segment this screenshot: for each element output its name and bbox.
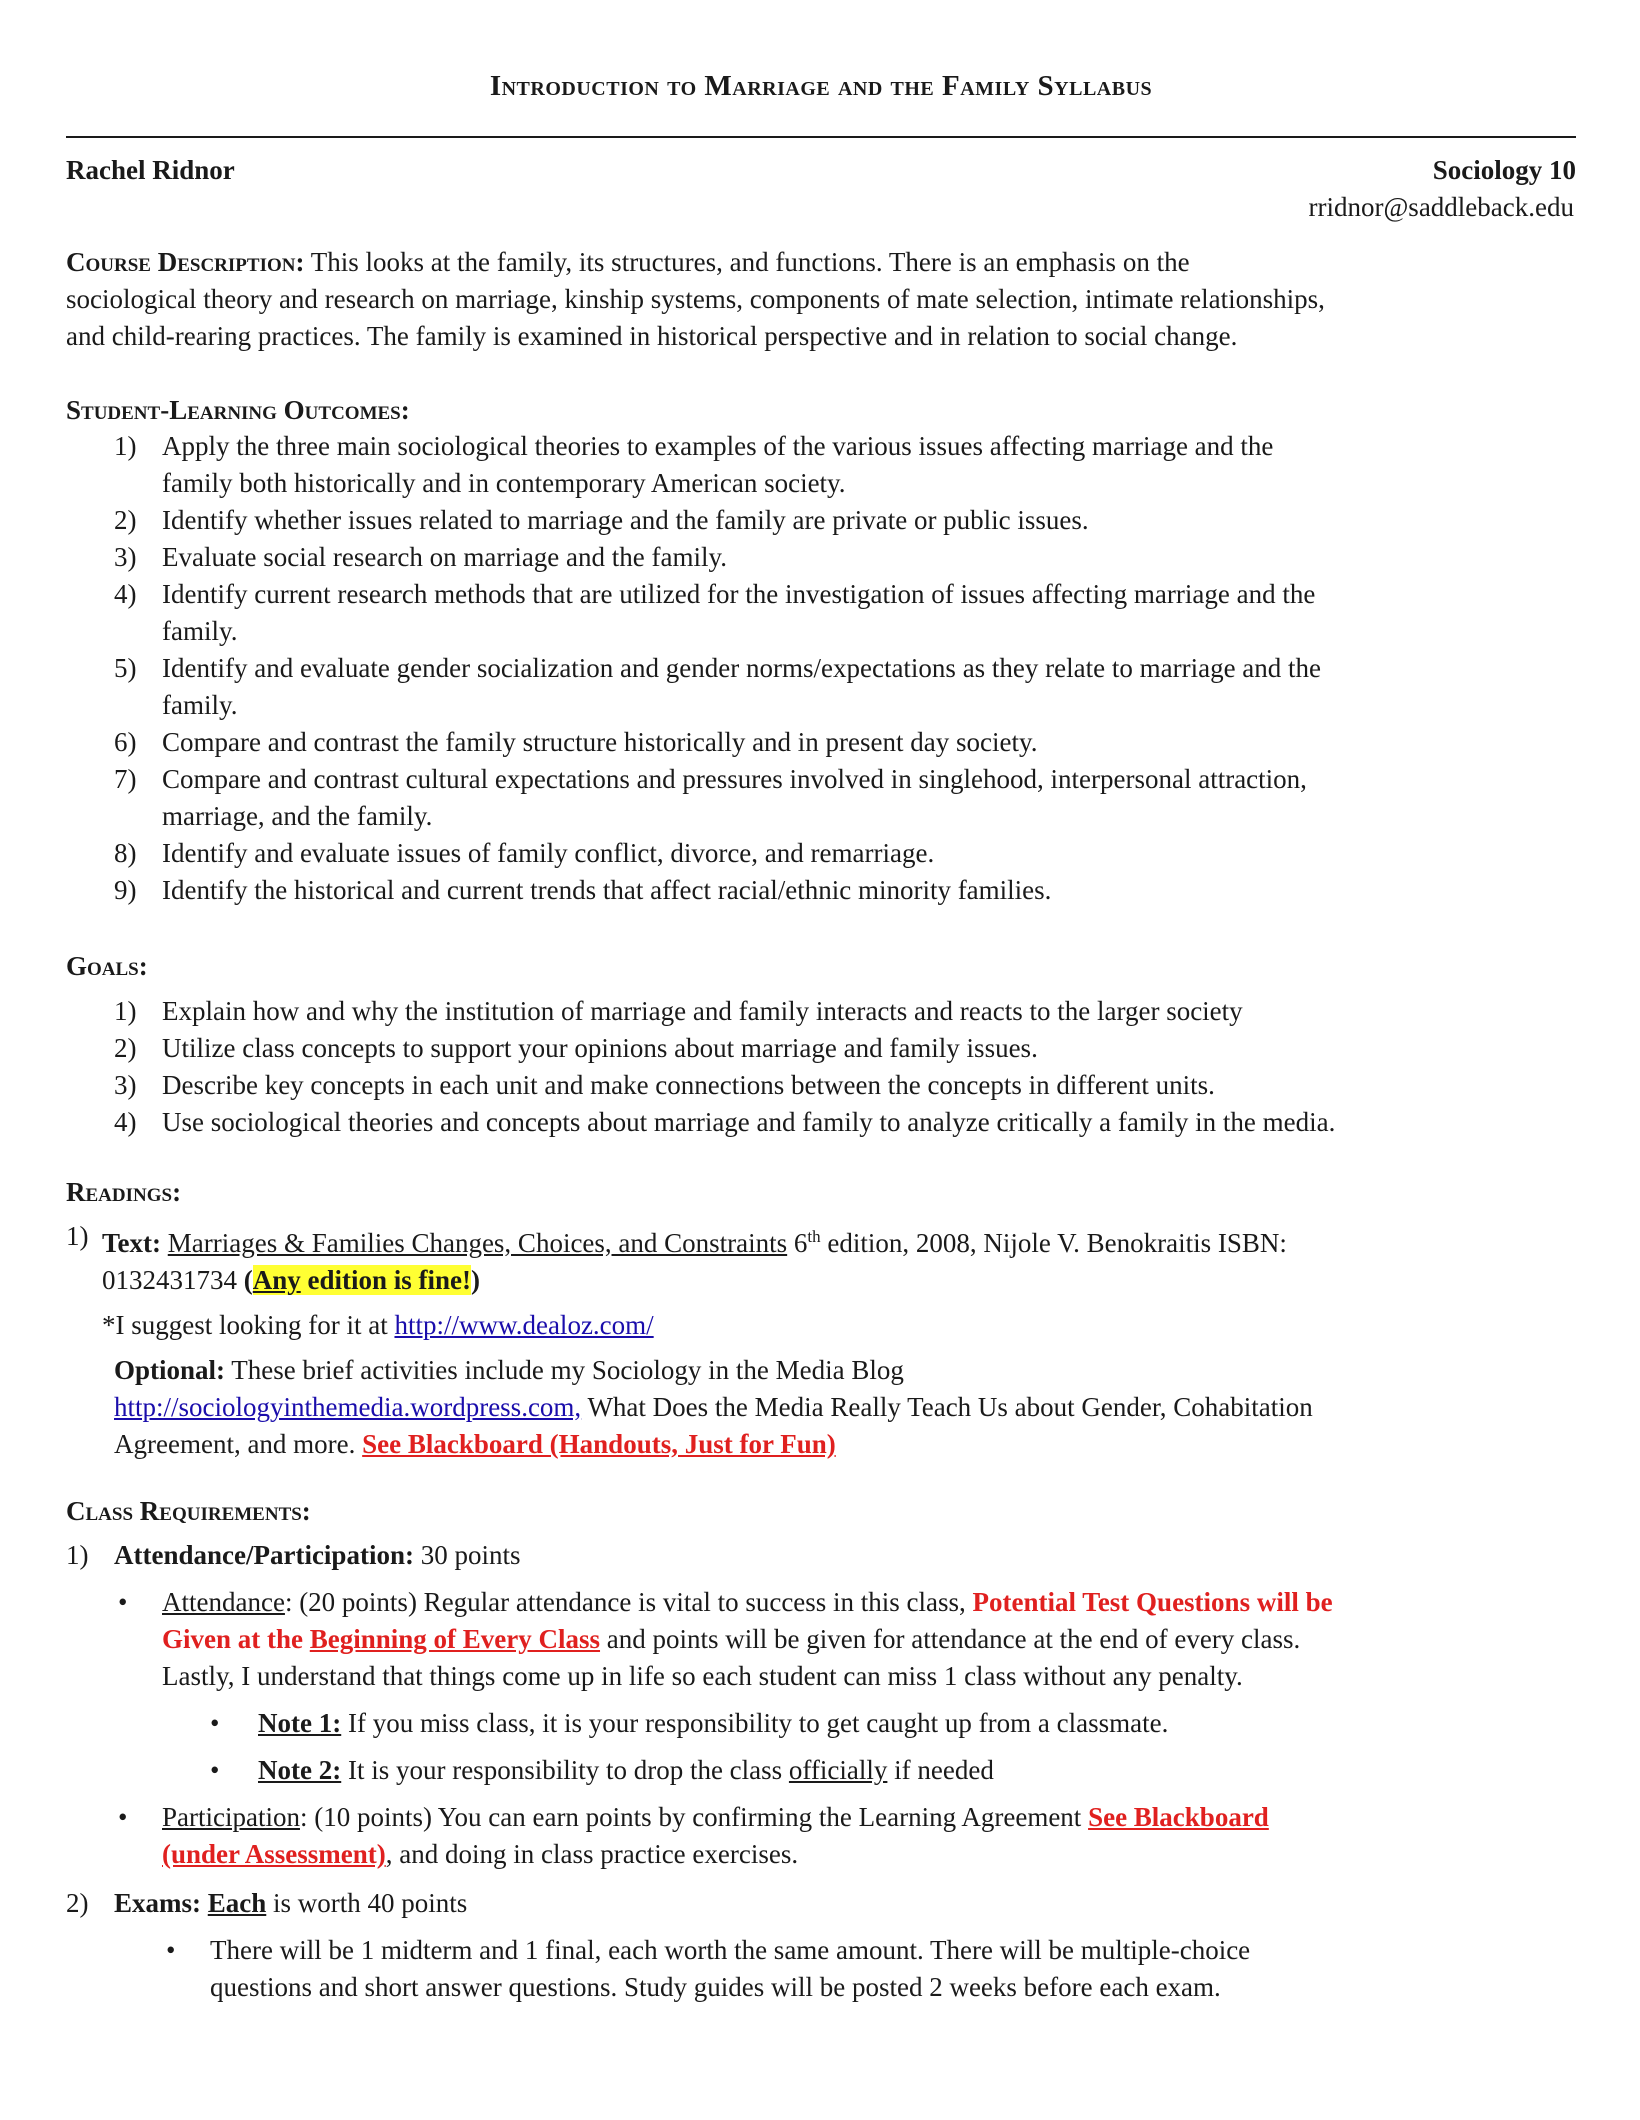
requirements-list [66,1537,1576,2006]
outcome-item [66,650,1576,724]
note-1-label: Note 1: [258,1708,342,1738]
requirements-heading: Class Requirements: [66,1496,311,1526]
optional-label: Optional: [114,1355,226,1385]
requirement-number: 1) [66,1540,89,1570]
attendance-text: : (20 points) Regular attendance is vital to success in this class, [284,1587,973,1617]
bullet-icon: • [118,1587,128,1617]
list-item-text: Identify current research methods that are utilized for the investigation of issues affecting marriage and the [162,579,1316,609]
instructor-name: Rachel Ridnor [66,155,235,185]
outcomes-heading: Student-Learning Outcomes: [66,395,410,425]
attendance-red-1: Potential Test Questions will be [972,1587,1333,1617]
blog-link[interactable]: http://sociologyinthemedia.wordpress.com, [114,1392,582,1422]
exams-label: Exams: [114,1888,201,1918]
list-item-text: Identify and evaluate issues of family conflict, divorce, and remarriage. [162,838,935,868]
paren-close: ) [471,1265,481,1295]
edition-number: 6 [793,1228,808,1258]
list-number: 4) [114,1107,137,1137]
bullet-icon: • [210,1708,220,1738]
list-number: 6) [114,727,137,757]
instructor-email: rridnor@saddleback.edu [1308,192,1574,222]
goals-list [66,993,1576,1141]
note-1-bullet [66,1705,1576,1742]
goal-item [66,993,1576,1030]
note-2-rest: if needed [887,1755,994,1785]
outcome-item [66,835,1576,872]
list-item-text: Compare and contrast the family structure historically and in present day society. [162,727,1038,757]
attendance-red-2: Given at the [162,1624,310,1654]
attendance-participation-points: 30 points [420,1540,521,1570]
list-item-text: Explain how and why the institution of marriage and family interacts and reacts to the larger society [162,996,1243,1026]
exams-each: Each [207,1888,267,1918]
list-item-text: family both historically and in contemporary American society. [162,468,846,498]
outcome-item [66,872,1576,909]
goal-item [66,1030,1576,1067]
list-item-text: Apply the three main sociological theories to examples of the various issues affecting marriage and the [162,431,1274,461]
outcome-item [66,761,1576,835]
description-line-2: sociological theory and research on marriage, kinship systems, components of mate selection, intimate relationships, [66,284,1325,314]
bullet-icon: • [210,1755,220,1785]
title-divider [66,136,1576,138]
exams-line-2: questions and short answer questions. Study guides will be posted 2 weeks before each exam. [210,1972,1221,2002]
list-item-text: marriage, and the family. [162,801,433,831]
list-item-text: Identify and evaluate gender socialization and gender norms/expectations as they relate to marriage and the [162,653,1322,683]
paren-open: ( [243,1265,253,1295]
attendance-red-3: Beginning of Every Class [309,1624,601,1654]
list-item-text: Compare and contrast cultural expectations and pressures involved in singlehood, interpersonal attraction, [162,764,1307,794]
exams-bullet [66,1932,1576,2006]
course-description-label: Course Description: [66,247,305,277]
text-label: Text: [102,1228,161,1258]
participation-bullet [66,1799,1576,1873]
outcome-item [66,576,1576,650]
requirement-exams [66,1885,1576,1922]
edition-details: edition, 2008, Nijole V. Benokraitis ISBN: [827,1228,1287,1258]
edition-suffix: th [807,1227,821,1246]
isbn-number: 0132431734 [102,1265,237,1295]
goal-item [66,1104,1576,1141]
note-1-text: If you miss class, it is your responsibility to get caught up from a classmate. [341,1708,1169,1738]
attendance-participation-label: Attendance/Participation: [114,1540,414,1570]
participation-label: Participation [162,1802,300,1832]
readings-heading: Readings: [66,1177,182,1207]
page-title: Introduction to Marriage and the Family Syllabus [489,70,1153,102]
requirement-number: 2) [66,1888,89,1918]
list-number: 4) [114,579,137,609]
participation-text: : (10 points) You can earn points by confirming the Learning Agreement [299,1802,1089,1832]
course-number: Sociology 10 [1432,155,1576,185]
participation-blackboard-link[interactable]: See Blackboard [1088,1802,1269,1832]
exams-line-1: There will be 1 midterm and 1 final, each worth the same amount. There will be multiple-choice [210,1935,1251,1965]
bullet-icon: • [118,1802,128,1832]
note-2-officially: officially [788,1755,888,1785]
outcome-item [66,502,1576,539]
list-number: 1) [114,996,137,1026]
exams-points: is worth 40 points [266,1888,468,1918]
list-number: 3) [114,1070,137,1100]
edition-fine-highlight: edition is fine! [300,1265,472,1295]
list-number: 7) [114,764,137,794]
dealoz-link[interactable]: http://www.dealoz.com/ [394,1310,654,1340]
participation-assessment-link[interactable]: (under Assessment) [162,1839,386,1869]
list-item-text: family. [162,616,238,646]
bullet-icon: • [166,1935,176,1965]
list-item-text: Use sociological theories and concepts about marriage and family to analyze critically a family in the media. [162,1107,1336,1137]
optional-text: These brief activities include my Sociology in the Media Blog [231,1355,904,1385]
outcomes-list [66,428,1576,909]
list-number: 8) [114,838,137,868]
optional-rest: What Does the Media Really Teach Us about Gender, Cohabitation [581,1392,1313,1422]
requirement-attendance-participation [66,1537,1576,1574]
note-2-label: Note 2: [258,1755,342,1785]
outcome-item [66,539,1576,576]
outcome-item [66,428,1576,502]
note-2-text: It is your responsibility to drop the class [341,1755,789,1785]
suggest-text: *I suggest looking for it at [102,1310,395,1340]
list-number: 3) [114,542,137,572]
course-description [66,244,1576,355]
readings-item-1 [66,1218,1576,1463]
list-item-text: Identify the historical and current trends that affect racial/ethnic minority families. [162,875,1052,905]
list-item-text: Describe key concepts in each unit and make connections between the concepts in different units. [162,1070,1215,1100]
list-number: 5) [114,653,137,683]
list-number: 1) [114,431,137,461]
attendance-bullet [66,1584,1576,1695]
textbook-title: Marriages & Families Changes, Choices, and Constraints [167,1228,788,1258]
list-number: 9) [114,875,137,905]
list-item-text: Utilize class concepts to support your opinions about marriage and family issues. [162,1033,1038,1063]
any-edition-highlight: Any [252,1265,301,1295]
attendance-rest: and points will be given for attendance at the end of every class. [600,1624,1301,1654]
note-2-bullet [66,1752,1576,1789]
attendance-line-3: Lastly, I understand that things come up in life so each student can miss 1 class without any penalty. [162,1661,1243,1691]
description-line-3: and child-rearing practices. The family is examined in historical perspective and in relation to social change. [66,321,1238,351]
description-line-1: This looks at the family, its structures, and functions. There is an emphasis on the [310,247,1190,277]
goal-item [66,1067,1576,1104]
attendance-label: Attendance [162,1587,285,1617]
list-number: 2) [114,1033,137,1063]
outcome-item [66,724,1576,761]
list-item-text: Identify whether issues related to marriage and the family are private or public issues. [162,505,1089,535]
participation-rest: , and doing in class practice exercises. [385,1839,799,1869]
goals-heading: Goals: [66,951,148,981]
readings-number: 1) [66,1221,89,1251]
list-item-text: Evaluate social research on marriage and the family. [162,542,727,572]
blackboard-handouts-link[interactable]: See Blackboard (Handouts, Just for Fun) [362,1429,836,1459]
list-item-text: family. [162,690,238,720]
list-number: 2) [114,505,137,535]
optional-line-3: Agreement, and more. [114,1429,363,1459]
